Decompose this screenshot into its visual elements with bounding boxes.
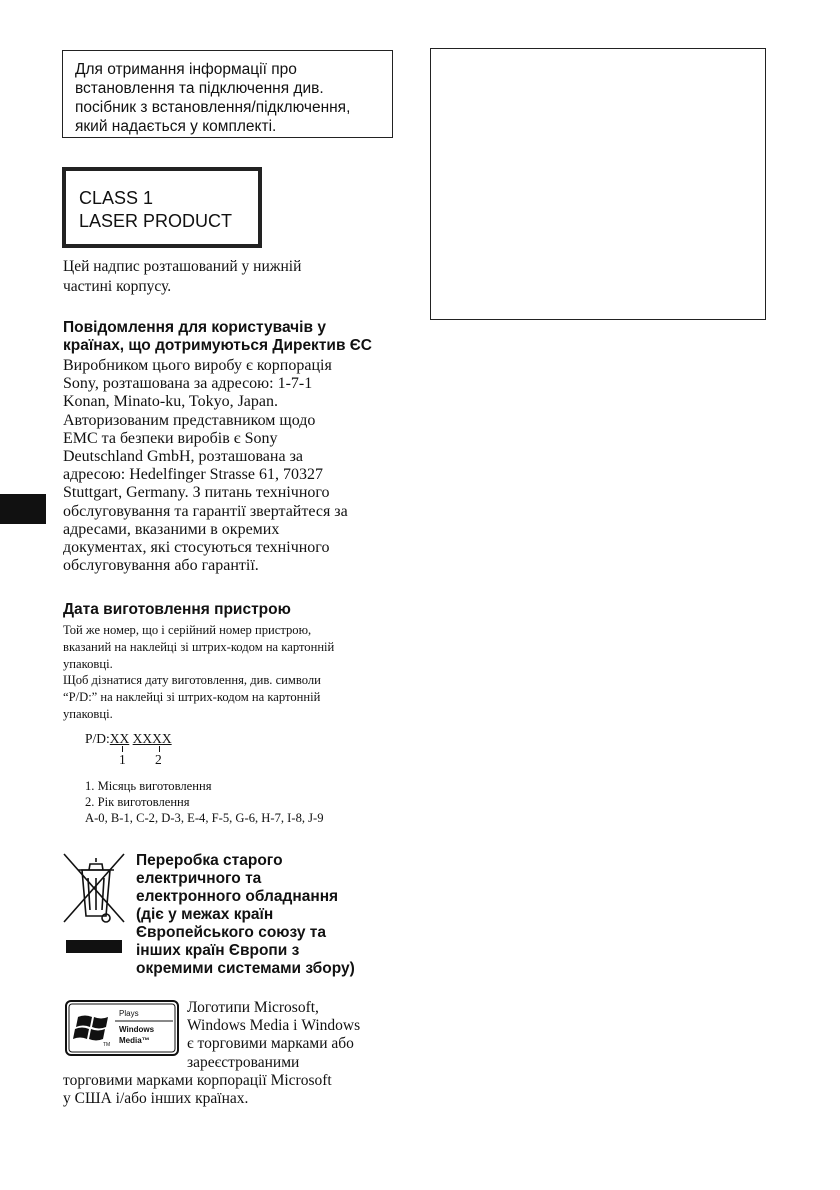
- laser-label-caption: [63, 257, 393, 297]
- windows-flag-icon: [65, 1000, 179, 1056]
- weee-recycling-heading: [136, 852, 396, 978]
- crossed-out-wheelie-bin-icon: [62, 852, 126, 956]
- weee-line: Європейського союзу та: [136, 924, 326, 941]
- body-line: Виробником цього виробу є корпорація: [63, 357, 332, 374]
- page-side-tab: [0, 494, 46, 524]
- body-line: Той же номер, що і серійний номер пристрою,: [63, 623, 312, 637]
- body-line: адресою: Hedelfinger Strasse 61, 70327: [63, 466, 323, 484]
- body-line: Sony, розташована за адресою: 1-7-1: [63, 375, 313, 393]
- eu-directive-heading: [63, 319, 403, 355]
- trademark-line: Логотипи Microsoft,: [187, 999, 319, 1016]
- pd-callout-1: 1: [119, 752, 126, 767]
- body-line: EMC та безпеки виробів є Sony: [63, 429, 278, 447]
- body-line: Konan, Minato-ku, Tokyo, Japan.: [63, 393, 278, 411]
- weee-line: інших країн Європи з: [136, 942, 300, 959]
- pd-code-example: [85, 731, 172, 747]
- logo-tm-text: TM: [103, 1042, 111, 1048]
- body-line: Stuttgart, Germany. З питань технічного: [63, 484, 330, 502]
- pd-year-code: XXXX: [132, 731, 172, 746]
- body-line: упаковці.: [63, 656, 113, 671]
- body-line: документах, які стосуються технічного: [63, 539, 330, 557]
- trademark-line: торговими марками корпорації Microsoft: [63, 1072, 332, 1089]
- legend-line: A-0, B-1, C-2, D-3, E-4, F-5, G-6, H-7, I-8, J-9: [85, 811, 324, 826]
- notice-line: Для отримання інформації про: [75, 61, 297, 78]
- laser-class-label: [62, 167, 262, 248]
- body-line: обслуговування або гарантії.: [63, 557, 259, 575]
- notice-line: встановлення та підключення див.: [75, 80, 324, 97]
- manufacture-date-body: [63, 622, 398, 723]
- notice-line: який надається у комплекті.: [75, 118, 277, 135]
- microsoft-trademark-text-continued: [63, 1072, 403, 1108]
- microsoft-trademark-text: [187, 999, 397, 1072]
- notice-line: посібник з встановлення/підключення,: [75, 99, 351, 116]
- body-line: упаковці.: [63, 706, 113, 721]
- installation-notice-box: [62, 50, 393, 138]
- trademark-line: Windows Media і Windows: [187, 1017, 361, 1035]
- heading-line: Повідомлення для користувачів у: [63, 319, 326, 336]
- legend-line: 1. Місяць виготовлення: [85, 779, 212, 793]
- legend-line: 2. Рік виготовлення: [85, 795, 190, 810]
- heading-line: країнах, що дотримуються Директив ЄС: [63, 337, 372, 354]
- weee-line: електронного обладнання: [136, 888, 339, 905]
- logo-plays-text: Plays: [119, 1009, 139, 1018]
- weee-line: електричного та: [136, 870, 262, 887]
- pd-month-code: XX: [109, 731, 130, 746]
- weee-line: Переробка старого: [136, 852, 283, 869]
- manufacture-date-heading: Дата виготовлення пристрою: [63, 601, 291, 618]
- caption-line: частині корпусу.: [63, 278, 172, 295]
- pd-callout-2: 2: [155, 752, 162, 767]
- empty-frame-box: [430, 48, 766, 320]
- trademark-line: у США і/або інших країнах.: [63, 1090, 249, 1108]
- trademark-line: зареєстрованими: [187, 1053, 300, 1071]
- weee-line: (діє у межах країн: [136, 906, 274, 923]
- body-line: Авторизованим представником щодо: [63, 411, 316, 429]
- trademark-line: є торговими марками або: [187, 1035, 354, 1053]
- pd-legend: [85, 778, 405, 827]
- laser-label-line2: LASER PRODUCT: [79, 211, 233, 231]
- weee-line: окремими системами збору): [136, 960, 355, 977]
- logo-windows-text: Windows: [119, 1025, 155, 1034]
- laser-label-line1: CLASS 1: [79, 188, 154, 208]
- body-line: адресами, вказаними в окремих: [63, 520, 280, 538]
- caption-line: Цей надпис розташований у нижній: [63, 258, 302, 275]
- body-line: Щоб дізнатися дату виготовлення, див. символи: [63, 673, 321, 688]
- eu-directive-body: [63, 357, 398, 575]
- pd-prefix: P/D:: [85, 731, 110, 746]
- body-line: “P/D:” на наклейці зі штрих-кодом на картонній: [63, 690, 321, 705]
- logo-media-text: Media™: [119, 1036, 150, 1045]
- body-line: вказаний на наклейці зі штрих-кодом на картонній: [63, 639, 335, 654]
- body-line: Deutschland GmbH, розташована за: [63, 448, 303, 466]
- body-line: обслуговування та гарантії звертайтеся за: [63, 502, 348, 520]
